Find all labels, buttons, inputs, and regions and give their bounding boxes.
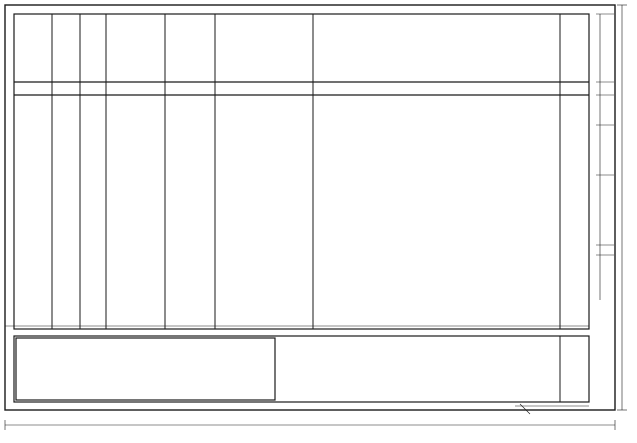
column-lines: [52, 14, 560, 329]
bottom-area-frame: [14, 336, 589, 402]
title-block-box: [16, 338, 275, 400]
outer-frame: [5, 5, 615, 410]
table-frame: [14, 14, 589, 329]
bottom-dimensions: [5, 404, 615, 430]
right-dimensions: [596, 5, 627, 410]
